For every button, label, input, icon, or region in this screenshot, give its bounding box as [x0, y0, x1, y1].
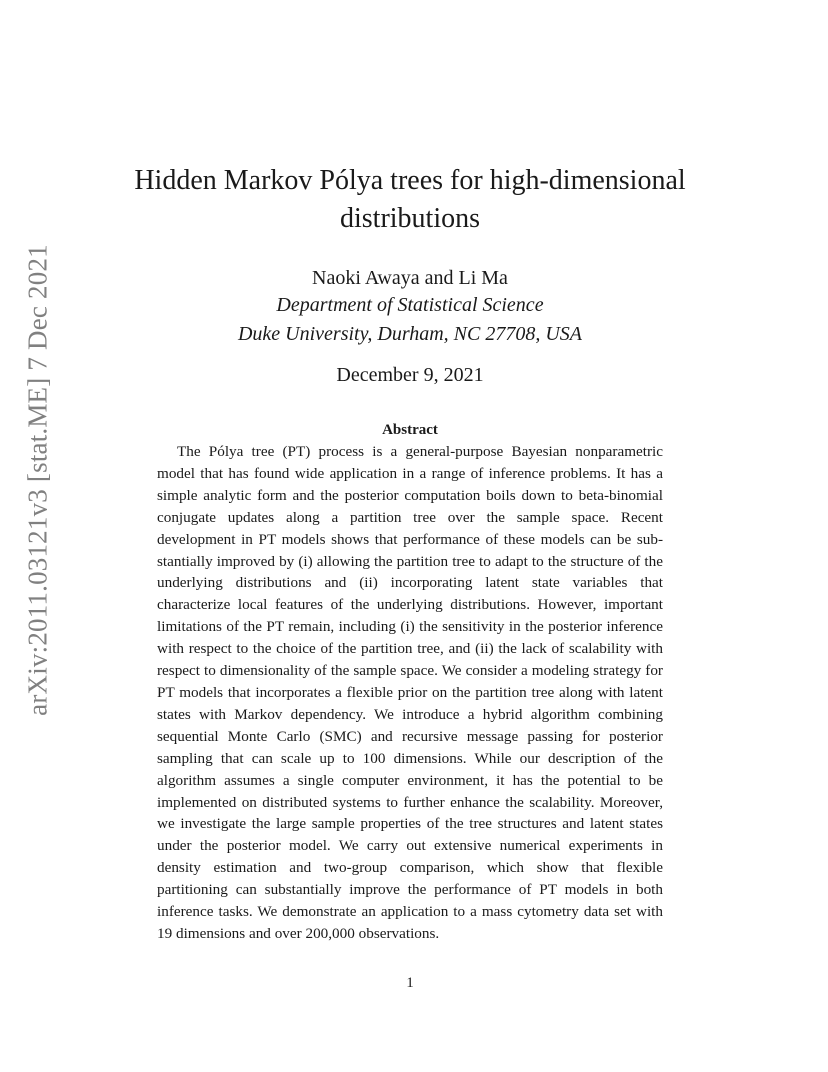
paper-authors: Naoki Awaya and Li Ma: [312, 267, 508, 289]
affiliation-department: Department of Statistical Science: [276, 294, 544, 316]
affiliation-university: Duke University, Durham, NC 27708, USA: [237, 323, 583, 345]
paper-title-line-1: Hidden Markov Pólya trees for high-dimensional: [134, 165, 686, 196]
paper-date: December 9, 2021: [336, 364, 484, 386]
arxiv-identifier-stamp: arXiv:2011.03121v3 [stat.ME] 7 Dec 2021: [22, 244, 53, 716]
abstract-heading: Abstract: [382, 422, 438, 438]
abstract-body: The Pólya tree (PT) process is a general-purpose Bayesian nonparametric model that has found wide application in a range of inference problems. It has a simple analytic form and the posterior computation boils down to beta-binomial conjugate updates along a partition tree over the sample space. Recent development in PT models shows that performance of these models can be substantially improved by (i) allowing the partition tree to adapt to the structure of the underlying distributions and (ii) incorporating latent state variables that characterize local features of the underlying distributions. However, important limitations of the PT remain, including (i) the sensitivity in the posterior inference with respect to the choice of the partition tree, and (ii) the lack of scalability with respect to dimensionality of the sample space. We consider a modeling strategy for PT models that incorporates a flexible prior on the partition tree along with latent states with Markov dependency. We introduce a hybrid algorithm combining sequential Monte Carlo (SMC) and recursive message passing for posterior sampling that can scale up to 100 dimensions. While our description of the algorithm assumes a single computer environment, it has the potential to be implemented on distributed systems to further enhance the scalability. Moreover, we investigate the large sample properties of the tree structures and latent states under the posterior model. We carry out extensive numerical experiments in density estimation and two-group comparison, which show that flexible partitioning can substantially improve the performance of PT models in both inference tasks. We demonstrate an application to a mass cytometry data set with 19 dimensions and over 200,000 observations.: [157, 443, 663, 942]
page-number: 1: [406, 975, 414, 991]
paper-title-line-2: distributions: [339, 203, 480, 234]
paper-title: [100, 162, 720, 238]
